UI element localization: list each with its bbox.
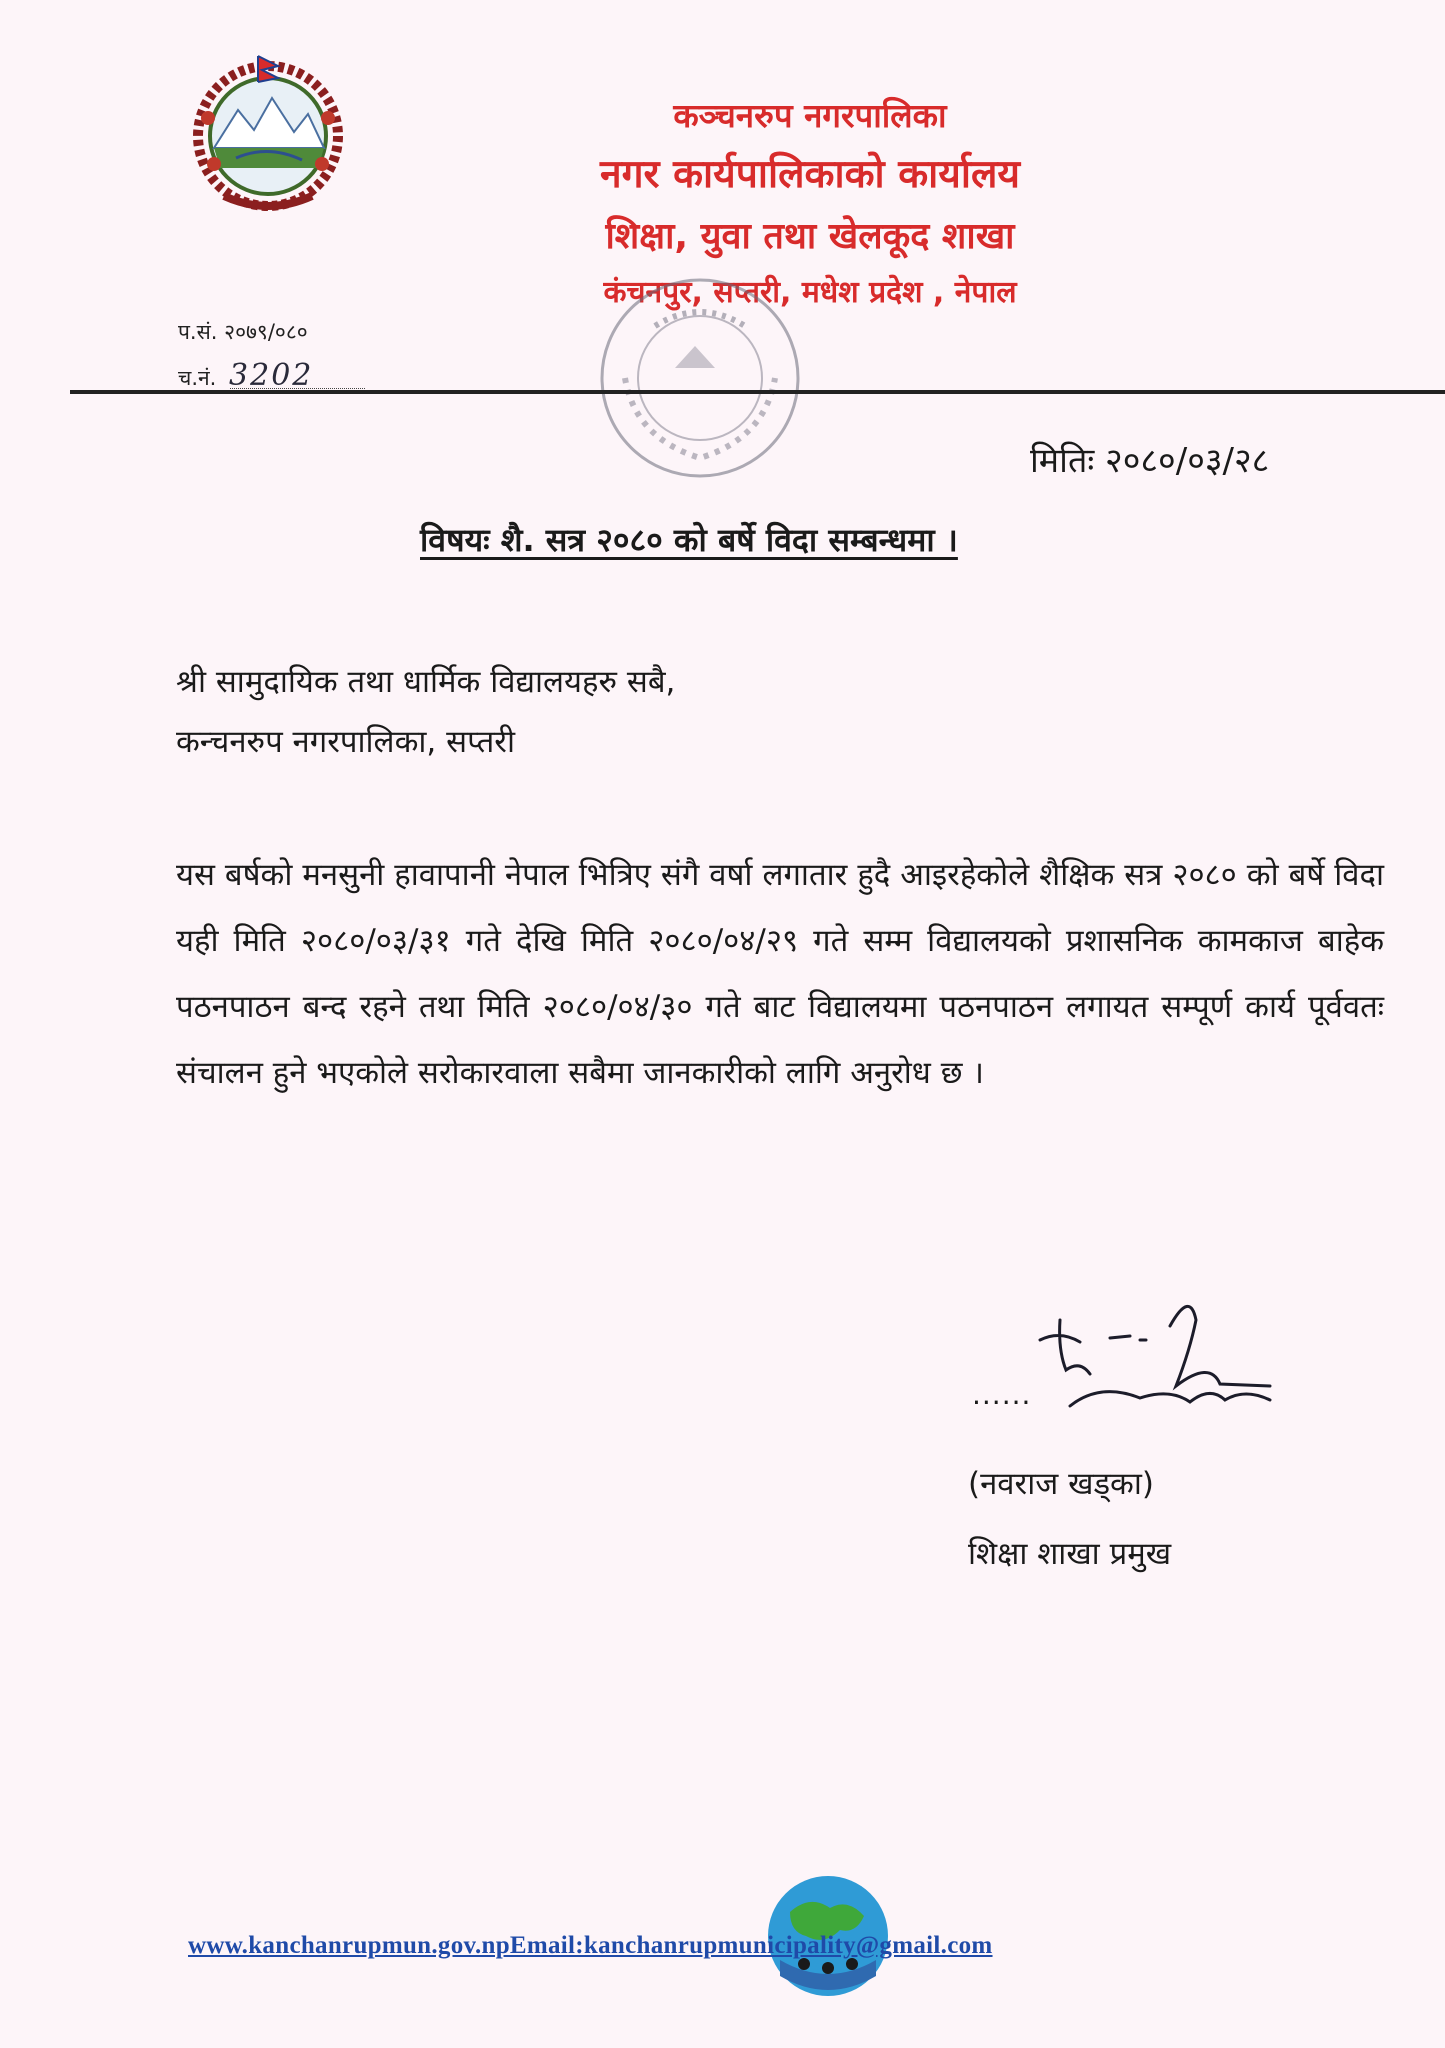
ps-label: प.सं. — [178, 320, 218, 344]
office-address: कंचनपुर, सप्तरी, मधेश प्रदेश , नेपाल — [603, 275, 1017, 310]
office-name: नगर कार्यपालिकाको कार्यालय — [599, 152, 1021, 197]
signatory-title: शिक्षा शाखा प्रमुख — [968, 1536, 1172, 1572]
date-value: २०८०/०३/२८ — [1105, 441, 1270, 481]
handwritten-signature — [1020, 1290, 1290, 1440]
date-label: मितिः — [1030, 441, 1095, 481]
section-name: शिक्षा, युवा तथा खेलकूद शाखा — [605, 216, 1015, 257]
cn-value: 3202 — [229, 358, 314, 393]
cn-label: च.नं. — [178, 366, 217, 390]
footer-contact: www.kanchanrupmun.gov.npEmail:kanchanrupmunicipality@gmail.com — [188, 1932, 993, 1959]
letter-body: यस बर्षको मनसुनी हावापानी नेपाल भित्रिए संगै वर्षा लगातार हुदै आइरहेकोले शैक्षिक सत्र २०८० को बर्षे विदा यही मिति २०८०/०३/३१ गते देखि मिति २०८०/०४/२९ गते सम्म विद्यालयको प्रशासनिक कामकाज बाहेक पठनपाठन बन्द रहने तथा मिति २०८०/०४/३० गते बाट विद्यालयमा पठनपाठन लगायत सम्पूर्ण कार्य पूर्ववतः संचालन हुने भएकोले सरोकारवाला सबैमा जानकारीको लागि अनुरोध छ । — [176, 857, 1384, 1091]
nepal-government-emblem-icon — [178, 48, 358, 218]
cn-dotted-line — [230, 388, 365, 389]
header-divider — [70, 390, 1445, 394]
signatory-name: (नवराज खड्का) — [968, 1466, 1154, 1502]
signature-dots: ...... — [972, 1378, 1032, 1411]
letter-date — [1030, 436, 1269, 482]
office-stamp-seal — [585, 268, 815, 488]
letter-subject: विषयः शै. सत्र २०८० को बर्षे विदा सम्बन्धमा । — [420, 521, 958, 559]
recipient-line-2: कन्चनरुप नगरपालिका, सप्तरी — [176, 724, 516, 760]
municipality-name: कञ्चनरुप नगरपालिका — [673, 96, 947, 135]
recipient-line-1: श्री सामुदायिक तथा धार्मिक विद्यालयहरु सबै, — [176, 664, 676, 700]
reference-ps — [178, 318, 308, 346]
ps-value: २०७९/०८० — [224, 320, 308, 344]
